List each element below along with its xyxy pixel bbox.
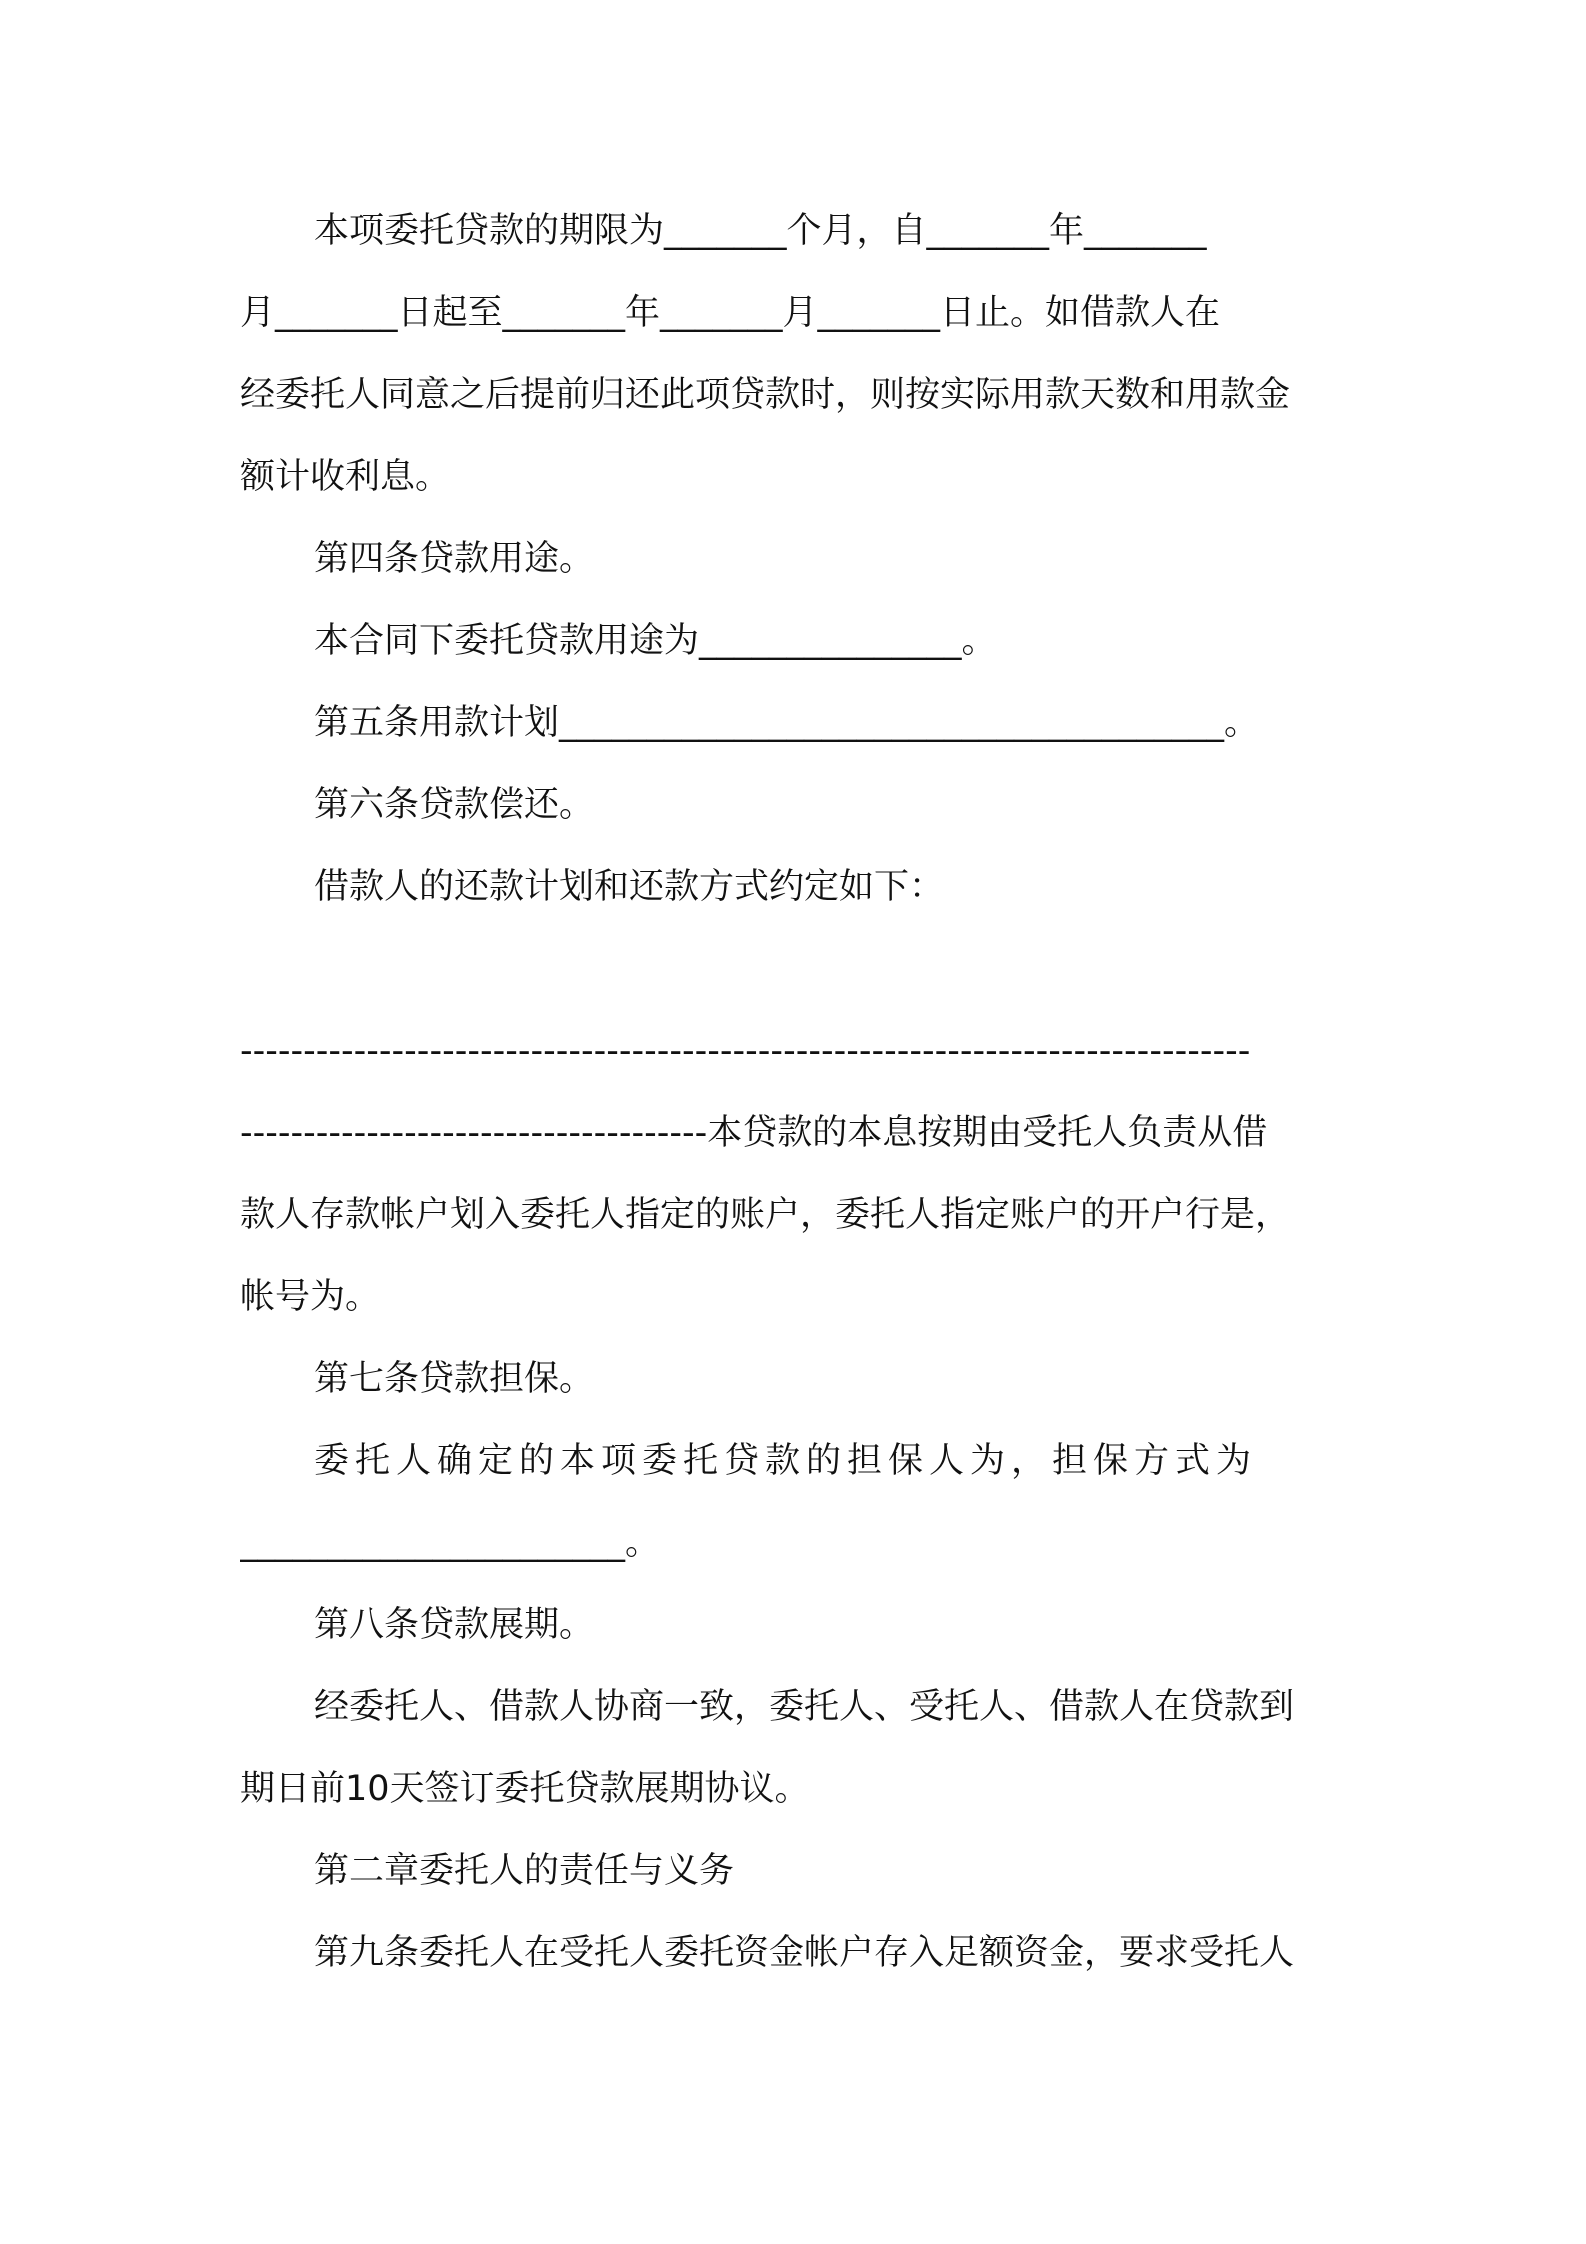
repayment-plan-intro: 借款人的还款计划和还款方式约定如下： <box>314 867 945 907</box>
article-8-heading: 第八条贷款展期。 <box>314 1605 595 1645</box>
dashed-line-1: -------------------------------------------------------------------------------- <box>240 1031 1251 1071</box>
guarantee-line-1: 委托人确定的本项委托贷款的担保人为，担保方式为 <box>314 1441 1258 1481</box>
article-5-line: 第五条用款计划______________________________________。 <box>314 703 1260 743</box>
term-clause-line-3: 经委托人同意之后提前归还此项贷款时，则按实际用款天数和用款金 <box>240 375 1291 415</box>
chapter-2-heading: 第二章委托人的责任与义务 <box>314 1851 735 1891</box>
term-clause-line-1: 本项委托贷款的期限为_______个月，自_______年_______ <box>314 211 1207 251</box>
article-7-heading: 第七条贷款担保。 <box>314 1359 595 1399</box>
repayment-line-3: 款人存款帐户划入委托人指定的账户，委托人指定账户的开户行是， <box>240 1195 1291 1235</box>
article-4-heading: 第四条贷款用途。 <box>314 539 595 579</box>
term-clause-line-4: 额计收利息。 <box>240 457 451 497</box>
term-clause-line-2: 月_______日起至_______年_______月_______日止。如借款人在 <box>240 293 1221 333</box>
document-body <box>240 190 1360 1994</box>
article-6-heading: 第六条贷款偿还。 <box>314 785 595 825</box>
extension-line-1: 经委托人、借款人协商一致，委托人、受托人、借款人在贷款到 <box>314 1687 1295 1727</box>
repayment-line-2: -------------------------------------本贷款的本息按期由受托人负责从借 <box>240 1113 1268 1153</box>
loan-purpose-line: 本合同下委托贷款用途为_______________。 <box>314 621 997 661</box>
repayment-line-4: 帐号为。 <box>240 1277 381 1317</box>
extension-line-2: 期日前10天签订委托贷款展期协议。 <box>240 1769 810 1809</box>
article-9-line-1: 第九条委托人在受托人委托资金帐户存入足额资金，要求受托人 <box>314 1933 1295 1973</box>
blank-space <box>240 928 1360 1010</box>
guarantee-line-2: ______________________。 <box>240 1523 661 1563</box>
